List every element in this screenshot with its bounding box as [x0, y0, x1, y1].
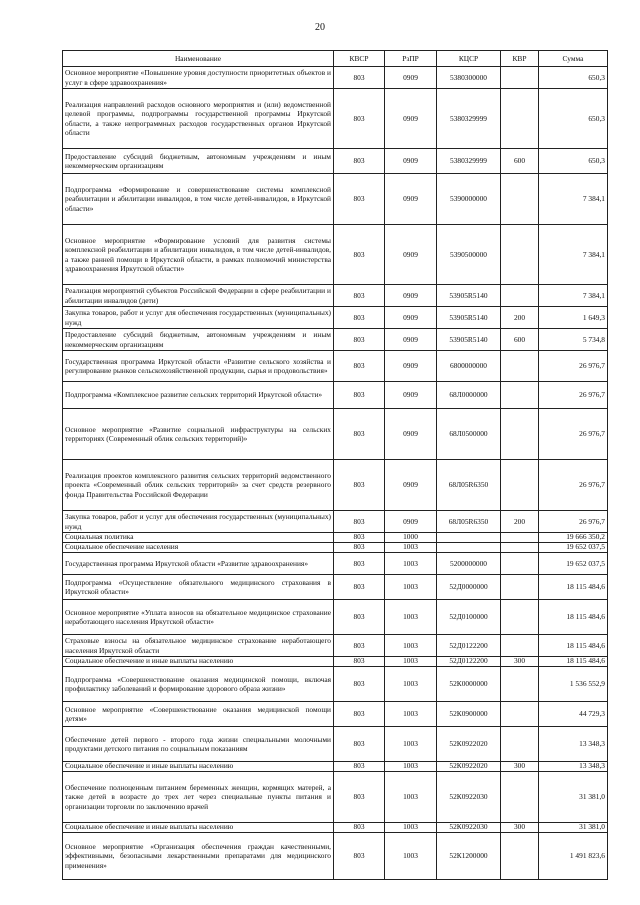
cell-rzpr: 0909: [385, 409, 437, 460]
cell-kvr: [501, 174, 539, 225]
cell-kvsr: 803: [334, 575, 385, 600]
cell-name: Обеспечение детей первого - второго года жизни специальными молочными продуктами детского питания по социальным показаниям: [63, 727, 334, 762]
header-sum: Сумма: [539, 51, 608, 67]
cell-sum: 19 652 037,5: [539, 553, 608, 575]
cell-kcsr: 52Д0100000: [437, 600, 501, 635]
cell-rzpr: 1003: [385, 657, 437, 667]
cell-rzpr: 1003: [385, 635, 437, 657]
cell-rzpr: 1003: [385, 727, 437, 762]
cell-rzpr: 1003: [385, 600, 437, 635]
table-row: [63, 89, 608, 149]
cell-kvsr: 803: [334, 511, 385, 533]
cell-kcsr: 5380300000: [437, 67, 501, 89]
cell-kcsr: 52К0900000: [437, 702, 501, 727]
cell-kcsr: 53905R5140: [437, 307, 501, 329]
cell-rzpr: 0909: [385, 351, 437, 382]
cell-name: Предоставление субсидий бюджетным, автономным учреждениям и иным некоммерческим организациям: [63, 149, 334, 174]
cell-sum: 26 976,7: [539, 351, 608, 382]
cell-kcsr: 52Д0000000: [437, 575, 501, 600]
cell-name: Основное мероприятие «Развитие социальной инфраструктуры на сельских территориях (Современный облик сельских территорий)»: [63, 409, 334, 460]
cell-kvsr: 803: [334, 307, 385, 329]
cell-rzpr: 0909: [385, 67, 437, 89]
cell-kvsr: 803: [334, 657, 385, 667]
table-row: [63, 762, 608, 772]
cell-kvr: [501, 543, 539, 553]
table-row: [63, 511, 608, 533]
cell-kcsr: [437, 533, 501, 543]
cell-kvsr: 803: [334, 635, 385, 657]
table-row: [63, 307, 608, 329]
cell-kvsr: 803: [334, 409, 385, 460]
cell-kvr: [501, 351, 539, 382]
cell-sum: 31 381,0: [539, 772, 608, 823]
cell-kvr: [501, 67, 539, 89]
cell-rzpr: 1003: [385, 702, 437, 727]
cell-kcsr: 52Д0122200: [437, 635, 501, 657]
cell-name: Реализация направлений расходов основного мероприятия и (или) ведомственной целевой программы, подпрограммы государственной программы Иркутской области, а также непрограммных расходов государственных органов Иркутской области: [63, 89, 334, 149]
cell-sum: 5 734,8: [539, 329, 608, 351]
cell-name: Социальное обеспечение и иные выплаты населению: [63, 762, 334, 772]
cell-kcsr: 5380329999: [437, 89, 501, 149]
cell-name: Государственная программа Иркутской области «Развитие сельского хозяйства и регулирование рынков сельскохозяйственной продукции, сырья и продовольствия»: [63, 351, 334, 382]
cell-rzpr: 1003: [385, 553, 437, 575]
cell-sum: 18 115 484,6: [539, 657, 608, 667]
cell-rzpr: 0909: [385, 511, 437, 533]
cell-kvr: [501, 553, 539, 575]
cell-kvsr: 803: [334, 67, 385, 89]
table-row: [63, 351, 608, 382]
cell-name: Социальное обеспечение и иные выплаты населению: [63, 657, 334, 667]
cell-sum: 31 381,0: [539, 823, 608, 833]
cell-name: Социальное обеспечение населения: [63, 543, 334, 553]
table-row: [63, 67, 608, 89]
header-kcsr: КЦСР: [437, 51, 501, 67]
cell-sum: 18 115 484,6: [539, 635, 608, 657]
cell-rzpr: 0909: [385, 460, 437, 511]
cell-kvr: [501, 285, 539, 307]
cell-sum: 1 491 823,6: [539, 833, 608, 880]
cell-kcsr: 52К0922030: [437, 772, 501, 823]
cell-kvr: [501, 833, 539, 880]
cell-rzpr: 1003: [385, 575, 437, 600]
cell-kcsr: 52К0922020: [437, 762, 501, 772]
cell-rzpr: 1003: [385, 772, 437, 823]
header-rzpr: РзПР: [385, 51, 437, 67]
cell-rzpr: 0909: [385, 329, 437, 351]
cell-kvr: [501, 225, 539, 285]
cell-kvr: 200: [501, 307, 539, 329]
cell-name: Предоставление субсидий бюджетным, автономным учреждениям и иным некоммерческим организациям: [63, 329, 334, 351]
cell-sum: 7 384,1: [539, 285, 608, 307]
table-row: [63, 702, 608, 727]
cell-name: Подпрограмма «Совершенствование оказания медицинской помощи, включая профилактику заболеваний и формирование здорового образа жизни»: [63, 667, 334, 702]
cell-rzpr: 0909: [385, 285, 437, 307]
cell-kcsr: 53905R5140: [437, 285, 501, 307]
cell-kvsr: 803: [334, 727, 385, 762]
table-row: [63, 174, 608, 225]
cell-kvr: 600: [501, 149, 539, 174]
cell-kvr: [501, 89, 539, 149]
cell-kvsr: 803: [334, 89, 385, 149]
cell-kvr: [501, 635, 539, 657]
budget-table: [62, 50, 608, 880]
table-row: [63, 635, 608, 657]
table-row: [63, 727, 608, 762]
table-row: [63, 543, 608, 553]
header-name: Наименование: [63, 51, 334, 67]
cell-sum: 7 384,1: [539, 225, 608, 285]
table-row: [63, 833, 608, 880]
cell-kcsr: 5200000000: [437, 553, 501, 575]
table-row: [63, 460, 608, 511]
cell-kcsr: 5390500000: [437, 225, 501, 285]
cell-kvsr: 803: [334, 823, 385, 833]
cell-name: Закупка товаров, работ и услуг для обеспечения государственных (муниципальных) нужд: [63, 511, 334, 533]
cell-sum: 13 348,3: [539, 727, 608, 762]
cell-kvr: [501, 727, 539, 762]
cell-sum: 26 976,7: [539, 382, 608, 409]
table-row: [63, 553, 608, 575]
cell-kcsr: 52К1200000: [437, 833, 501, 880]
cell-kcsr: 5390000000: [437, 174, 501, 225]
cell-name: Реализация проектов комплексного развития сельских территорий ведомственного проекта «Современный облик сельских территорий» за счет средств резервного фонда Правительства Российской Федерации: [63, 460, 334, 511]
cell-name: Реализация мероприятий субъектов Российской Федерации в сфере реабилитации и абилитации инвалидов (дети): [63, 285, 334, 307]
cell-sum: 650,3: [539, 149, 608, 174]
cell-kcsr: 53905R5140: [437, 329, 501, 351]
cell-rzpr: 0909: [385, 174, 437, 225]
cell-kvsr: 803: [334, 667, 385, 702]
cell-kcsr: 68Л0500000: [437, 409, 501, 460]
cell-name: Государственная программа Иркутской области «Развитие здравоохранения»: [63, 553, 334, 575]
table-row: [63, 225, 608, 285]
table-row: [63, 772, 608, 823]
cell-name: Социальное обеспечение и иные выплаты населению: [63, 823, 334, 833]
cell-kvr: [501, 382, 539, 409]
cell-sum: 19 652 037,5: [539, 543, 608, 553]
cell-kvsr: 803: [334, 543, 385, 553]
cell-sum: 7 384,1: [539, 174, 608, 225]
cell-name: Основное мероприятие «Организация обеспечения граждан качественными, эффективными, безопасными лекарственными препаратами для медицинского применения»: [63, 833, 334, 880]
cell-name: Обеспечение полноценным питанием беременных женщин, кормящих матерей, а также детей в возрасте до трех лет через специальные пункты питания и организации торговли по заключению врачей: [63, 772, 334, 823]
cell-sum: 18 115 484,6: [539, 575, 608, 600]
cell-kvr: [501, 667, 539, 702]
cell-kcsr: 52К0922030: [437, 823, 501, 833]
cell-kcsr: [437, 543, 501, 553]
cell-name: Страховые взносы на обязательное медицинское страхование неработающего населения Иркутской области: [63, 635, 334, 657]
cell-sum: 13 348,3: [539, 762, 608, 772]
cell-rzpr: 1003: [385, 762, 437, 772]
cell-rzpr: 0909: [385, 225, 437, 285]
cell-rzpr: 0909: [385, 149, 437, 174]
cell-kvr: 300: [501, 823, 539, 833]
cell-sum: 26 976,7: [539, 460, 608, 511]
cell-sum: 650,3: [539, 89, 608, 149]
cell-rzpr: 1003: [385, 667, 437, 702]
cell-kvr: [501, 533, 539, 543]
cell-rzpr: 0909: [385, 89, 437, 149]
cell-kvr: 300: [501, 657, 539, 667]
cell-sum: 44 729,3: [539, 702, 608, 727]
table-row: [63, 329, 608, 351]
table-row: [63, 667, 608, 702]
cell-kvr: [501, 460, 539, 511]
cell-name: Основное мероприятие «Уплата взносов на обязательное медицинское страхование неработающего населения Иркутской области»: [63, 600, 334, 635]
table-row: [63, 657, 608, 667]
cell-kvr: [501, 772, 539, 823]
cell-kcsr: 68Л0000000: [437, 382, 501, 409]
table-row: [63, 575, 608, 600]
table-body: [63, 67, 608, 880]
cell-sum: 1 536 552,9: [539, 667, 608, 702]
cell-kvsr: 803: [334, 225, 385, 285]
cell-kvsr: 803: [334, 174, 385, 225]
cell-kvr: [501, 600, 539, 635]
cell-sum: 18 115 484,6: [539, 600, 608, 635]
cell-name: Основное мероприятие «Повышение уровня доступности приоритетных объектов и услуг в сфере здравоохранения»: [63, 67, 334, 89]
cell-kcsr: 52К0922020: [437, 727, 501, 762]
cell-rzpr: 1000: [385, 533, 437, 543]
table-row: [63, 409, 608, 460]
cell-kvsr: 803: [334, 329, 385, 351]
cell-kvr: 200: [501, 511, 539, 533]
cell-kvsr: 803: [334, 149, 385, 174]
cell-kvr: 600: [501, 329, 539, 351]
table-row: [63, 285, 608, 307]
cell-kvr: [501, 702, 539, 727]
cell-kvsr: 803: [334, 553, 385, 575]
cell-name: Основное мероприятие «Совершенствование оказания медицинской помощи детям»: [63, 702, 334, 727]
table-row: [63, 149, 608, 174]
header-kvr: КВР: [501, 51, 539, 67]
cell-sum: 26 976,7: [539, 409, 608, 460]
cell-name: Подпрограмма «Комплексное развитие сельских территорий Иркутской области»: [63, 382, 334, 409]
cell-rzpr: 1003: [385, 543, 437, 553]
cell-kcsr: 52К0000000: [437, 667, 501, 702]
header-kvsr: КВСР: [334, 51, 385, 67]
cell-kcsr: 68Л05R6350: [437, 511, 501, 533]
cell-kvr: [501, 575, 539, 600]
cell-kvr: [501, 409, 539, 460]
cell-rzpr: 1003: [385, 833, 437, 880]
cell-kcsr: 5380329999: [437, 149, 501, 174]
cell-kcsr: 68Л05R6350: [437, 460, 501, 511]
cell-name: Подпрограмма «Осуществление обязательного медицинского страхования в Иркутской области»: [63, 575, 334, 600]
table-row: [63, 533, 608, 543]
cell-sum: 1 649,3: [539, 307, 608, 329]
page-number: 20: [315, 22, 325, 33]
cell-kvsr: 803: [334, 600, 385, 635]
cell-kcsr: 52Д0122200: [437, 657, 501, 667]
table-row: [63, 600, 608, 635]
cell-name: Закупка товаров, работ и услуг для обеспечения государственных (муниципальных) нужд: [63, 307, 334, 329]
cell-kvsr: 803: [334, 833, 385, 880]
cell-name: Подпрограмма «Формирование и совершенствование системы комплексной реабилитации и абилитации инвалидов, в том числе детей-инвалидов, в Иркутской области»: [63, 174, 334, 225]
cell-kvsr: 803: [334, 382, 385, 409]
cell-kvr: 300: [501, 762, 539, 772]
cell-sum: 650,3: [539, 67, 608, 89]
table-row: [63, 382, 608, 409]
table-row: [63, 823, 608, 833]
cell-kvsr: 803: [334, 762, 385, 772]
cell-rzpr: 0909: [385, 382, 437, 409]
cell-rzpr: 1003: [385, 823, 437, 833]
cell-sum: 19 666 350,2: [539, 533, 608, 543]
cell-kcsr: 6800000000: [437, 351, 501, 382]
cell-kvsr: 803: [334, 772, 385, 823]
cell-name: Социальная политика: [63, 533, 334, 543]
cell-kvsr: 803: [334, 351, 385, 382]
cell-sum: 26 976,7: [539, 511, 608, 533]
cell-name: Основное мероприятие «Формирование условий для развития системы комплексной реабилитации и абилитации инвалидов, в том числе детей-инвалидов, а также ранней помощи в Иркутской области, в рамках полномочий министерства здравоохранения Иркутской области»: [63, 225, 334, 285]
cell-kvsr: 803: [334, 285, 385, 307]
table-header-row: [63, 51, 608, 67]
cell-kvsr: 803: [334, 702, 385, 727]
cell-kvsr: 803: [334, 460, 385, 511]
cell-rzpr: 0909: [385, 307, 437, 329]
cell-kvsr: 803: [334, 533, 385, 543]
